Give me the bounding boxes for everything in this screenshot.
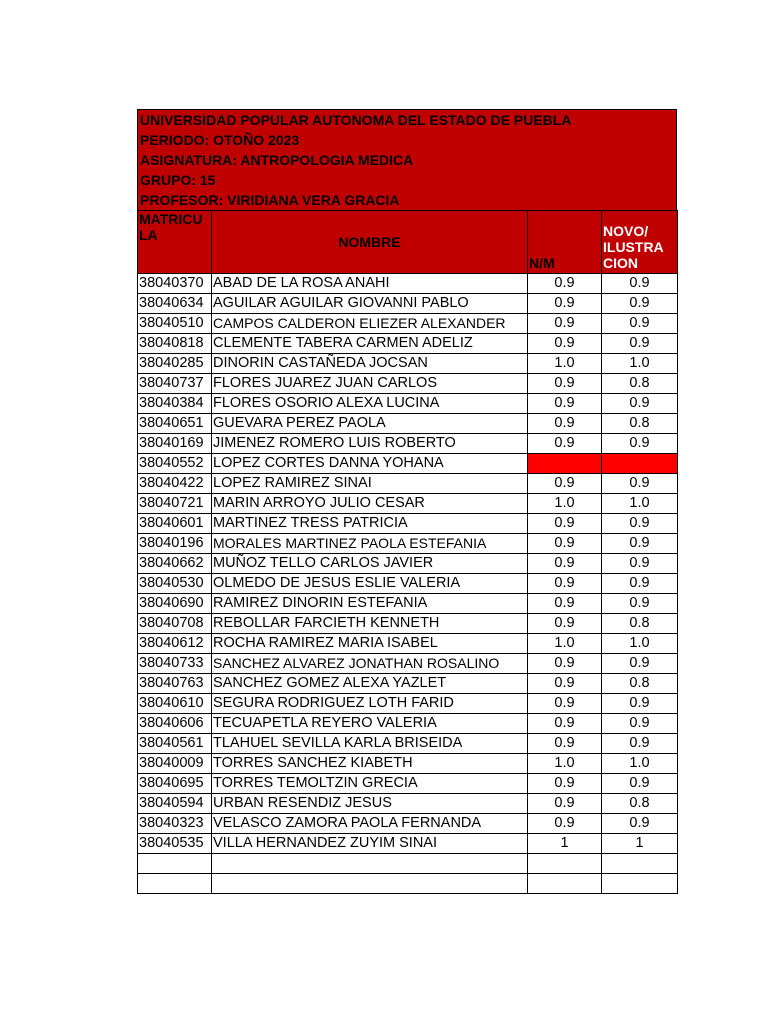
grade-nm-cell: 0.9 (528, 794, 602, 814)
student-name-cell: OLMEDO DE JESUS ESLIE VALERIA (212, 574, 528, 594)
student-id-cell: 38040763 (138, 674, 212, 694)
student-id-cell: 38040510 (138, 314, 212, 334)
student-id-cell: 38040594 (138, 794, 212, 814)
student-id-cell: 38040530 (138, 574, 212, 594)
grade-nm-cell: 1.0 (528, 494, 602, 514)
grade-novo-cell: 0.9 (602, 434, 678, 454)
grade-novo-cell: 0.8 (602, 614, 678, 634)
student-id-cell: 38040422 (138, 474, 212, 494)
student-id-cell: 38040733 (138, 654, 212, 674)
grade-nm-cell: 0.9 (528, 814, 602, 834)
student-id-cell: 38040662 (138, 554, 212, 574)
student-name-cell: REBOLLAR FARCIETH KENNETH (212, 614, 528, 634)
student-id-cell: 38040737 (138, 374, 212, 394)
grade-nm-cell: 0.9 (528, 294, 602, 314)
student-id-cell: 38040169 (138, 434, 212, 454)
grade-nm-cell: 0.9 (528, 314, 602, 334)
grade-nm-cell: 0.9 (528, 534, 602, 554)
grade-novo-cell: 0.9 (602, 554, 678, 574)
grade-nm-cell: 0.9 (528, 694, 602, 714)
grade-nm-cell (528, 874, 602, 894)
grade-novo-cell: 0.9 (602, 514, 678, 534)
table-row (138, 434, 678, 454)
table-row (138, 474, 678, 494)
student-id-cell: 38040535 (138, 834, 212, 854)
table-row (138, 334, 678, 354)
table-row (138, 814, 678, 834)
grade-novo-cell: 0.9 (602, 774, 678, 794)
grade-novo-cell: 0.9 (602, 654, 678, 674)
grade-novo-cell: 1.0 (602, 354, 678, 374)
grade-nm-cell: 0.9 (528, 514, 602, 534)
student-id-cell: 38040690 (138, 594, 212, 614)
student-id-cell (138, 854, 212, 874)
student-id-cell: 38040196 (138, 534, 212, 554)
student-name-cell: JIMENEZ ROMERO LUIS ROBERTO (212, 434, 528, 454)
student-id-cell: 38040606 (138, 714, 212, 734)
professor-line: PROFESOR: VIRIDIANA VERA GRACIA (140, 192, 400, 208)
grade-nm-cell (528, 854, 602, 874)
grade-nm-cell: 1.0 (528, 354, 602, 374)
grade-novo-cell: 0.9 (602, 714, 678, 734)
table-row (138, 574, 678, 594)
period-line: PERIODO: OTOÑO 2023 (140, 132, 300, 148)
student-name-cell: MORALES MARTINEZ PAOLA ESTEFANIA (212, 534, 528, 554)
table-row (138, 674, 678, 694)
grade-nm-cell: 0.9 (528, 674, 602, 694)
table-row (138, 794, 678, 814)
student-name-cell (212, 874, 528, 894)
grade-novo-cell: 0.9 (602, 594, 678, 614)
table-row (138, 354, 678, 374)
group-line: GRUPO: 15 (140, 172, 216, 188)
grade-nm-cell: 0.9 (528, 374, 602, 394)
grade-novo-cell: 1 (602, 834, 678, 854)
student-name-cell: RAMIREZ DINORIN ESTEFANIA (212, 594, 528, 614)
student-name-cell: ABAD DE LA ROSA ANAHI (212, 274, 528, 294)
grade-nm-cell: 1.0 (528, 754, 602, 774)
table-row (138, 514, 678, 534)
table-row (138, 714, 678, 734)
table-row (138, 554, 678, 574)
student-name-cell: SEGURA RODRIGUEZ LOTH FARID (212, 694, 528, 714)
grade-nm-cell (528, 454, 602, 474)
table-row (138, 694, 678, 714)
student-name-cell: TLAHUEL SEVILLA KARLA BRISEIDA (212, 734, 528, 754)
grade-novo-cell: 0.9 (602, 534, 678, 554)
grade-nm-cell: 0.9 (528, 714, 602, 734)
grade-nm-cell: 0.9 (528, 614, 602, 634)
table-row (138, 774, 678, 794)
student-id-cell: 38040610 (138, 694, 212, 714)
grade-nm-cell: 0.9 (528, 414, 602, 434)
table-row (138, 314, 678, 334)
grade-novo-cell: 0.9 (602, 474, 678, 494)
student-id-cell: 38040818 (138, 334, 212, 354)
subject-line: ASIGNATURA: ANTROPOLOGIA MEDICA (140, 152, 414, 168)
table-row (138, 734, 678, 754)
table-row (138, 634, 678, 654)
student-id-cell: 38040708 (138, 614, 212, 634)
grade-novo-cell: 0.8 (602, 794, 678, 814)
student-name-cell: VELASCO ZAMORA PAOLA FERNANDA (212, 814, 528, 834)
student-name-cell: ROCHA RAMIREZ MARIA ISABEL (212, 634, 528, 654)
table-row (138, 754, 678, 774)
table-row (138, 454, 678, 474)
student-name-cell: MARTINEZ TRESS PATRICIA (212, 514, 528, 534)
table-row (138, 394, 678, 414)
table-row (138, 494, 678, 514)
student-name-cell: LOPEZ RAMIREZ SINAI (212, 474, 528, 494)
grade-novo-cell: 0.9 (602, 694, 678, 714)
student-id-cell: 38040612 (138, 634, 212, 654)
table-row (138, 414, 678, 434)
grade-nm-cell: 0.9 (528, 774, 602, 794)
student-id-cell: 38040285 (138, 354, 212, 374)
sheet-header (137, 109, 677, 210)
student-name-cell: FLORES OSORIO ALEXA LUCINA (212, 394, 528, 414)
grades-table (137, 210, 678, 894)
grade-sheet (137, 109, 677, 894)
student-id-cell: 38040561 (138, 734, 212, 754)
column-header-matricula: MATRICU LA (138, 211, 212, 274)
column-header-nm: N/M (528, 211, 602, 274)
grade-nm-cell: 0.9 (528, 734, 602, 754)
student-name-cell: URBAN RESENDIZ JESUS (212, 794, 528, 814)
grade-nm-cell: 0.9 (528, 594, 602, 614)
table-row (138, 274, 678, 294)
grade-nm-cell: 0.9 (528, 554, 602, 574)
grade-novo-cell: 0.8 (602, 374, 678, 394)
table-row (138, 614, 678, 634)
student-id-cell: 38040009 (138, 754, 212, 774)
table-row (138, 534, 678, 554)
grade-novo-cell: 0.9 (602, 334, 678, 354)
student-name-cell (212, 854, 528, 874)
grade-novo-cell: 0.8 (602, 414, 678, 434)
student-name-cell: CAMPOS CALDERON ELIEZER ALEXANDER (212, 314, 528, 334)
table-row (138, 374, 678, 394)
student-name-cell: LOPEZ CORTES DANNA YOHANA (212, 454, 528, 474)
student-name-cell: TORRES TEMOLTZIN GRECIA (212, 774, 528, 794)
student-name-cell: FLORES JUAREZ JUAN CARLOS (212, 374, 528, 394)
grade-novo-cell: 0.9 (602, 294, 678, 314)
student-id-cell: 38040384 (138, 394, 212, 414)
student-name-cell: MARIN ARROYO JULIO CESAR (212, 494, 528, 514)
student-name-cell: DINORIN CASTAÑEDA JOCSAN (212, 354, 528, 374)
grade-nm-cell: 0.9 (528, 574, 602, 594)
grade-novo-cell: 0.8 (602, 674, 678, 694)
student-name-cell: SANCHEZ ALVAREZ JONATHAN ROSALINO (212, 654, 528, 674)
student-id-cell: 38040601 (138, 514, 212, 534)
grade-novo-cell: 1.0 (602, 634, 678, 654)
student-name-cell: AGUILAR AGUILAR GIOVANNI PABLO (212, 294, 528, 314)
student-name-cell: TORRES SANCHEZ KIABETH (212, 754, 528, 774)
column-header-nombre: NOMBRE (212, 211, 528, 274)
grade-novo-cell: 0.9 (602, 274, 678, 294)
grade-nm-cell: 0.9 (528, 434, 602, 454)
table-row (138, 594, 678, 614)
student-id-cell: 38040721 (138, 494, 212, 514)
grade-novo-cell: 0.9 (602, 314, 678, 334)
grade-novo-cell: 0.9 (602, 814, 678, 834)
grade-novo-cell (602, 874, 678, 894)
table-row (138, 294, 678, 314)
student-name-cell: GUEVARA PEREZ PAOLA (212, 414, 528, 434)
student-name-cell: SANCHEZ GOMEZ ALEXA YAZLET (212, 674, 528, 694)
student-id-cell: 38040695 (138, 774, 212, 794)
table-row (138, 834, 678, 854)
grade-novo-cell (602, 454, 678, 474)
student-id-cell: 38040552 (138, 454, 212, 474)
grade-novo-cell: 1.0 (602, 494, 678, 514)
student-name-cell: VILLA HERNANDEZ ZUYIM SINAI (212, 834, 528, 854)
student-name-cell: TECUAPETLA REYERO VALERIA (212, 714, 528, 734)
grade-nm-cell: 0.9 (528, 274, 602, 294)
grade-novo-cell: 1.0 (602, 754, 678, 774)
column-header-row (138, 211, 678, 274)
grade-nm-cell: 0.9 (528, 394, 602, 414)
grade-novo-cell: 0.9 (602, 574, 678, 594)
university-title: UNIVERSIDAD POPULAR AUTONOMA DEL ESTADO DE PUEBLA (140, 112, 572, 128)
student-name-cell: MUÑOZ TELLO CARLOS JAVIER (212, 554, 528, 574)
grade-novo-cell: 0.9 (602, 394, 678, 414)
table-row (138, 854, 678, 874)
grade-nm-cell: 0.9 (528, 474, 602, 494)
column-header-novo: NOVO/ ILUSTRA CION (602, 211, 678, 274)
table-row (138, 874, 678, 894)
student-id-cell: 38040651 (138, 414, 212, 434)
grade-nm-cell: 0.9 (528, 334, 602, 354)
student-id-cell: 38040634 (138, 294, 212, 314)
grade-novo-cell (602, 854, 678, 874)
grade-novo-cell: 0.9 (602, 734, 678, 754)
student-id-cell (138, 874, 212, 894)
grade-nm-cell: 0.9 (528, 654, 602, 674)
table-row (138, 654, 678, 674)
student-id-cell: 38040370 (138, 274, 212, 294)
grade-nm-cell: 1.0 (528, 634, 602, 654)
student-id-cell: 38040323 (138, 814, 212, 834)
student-name-cell: CLEMENTE TABERA CARMEN ADELIZ (212, 334, 528, 354)
grade-nm-cell: 1 (528, 834, 602, 854)
